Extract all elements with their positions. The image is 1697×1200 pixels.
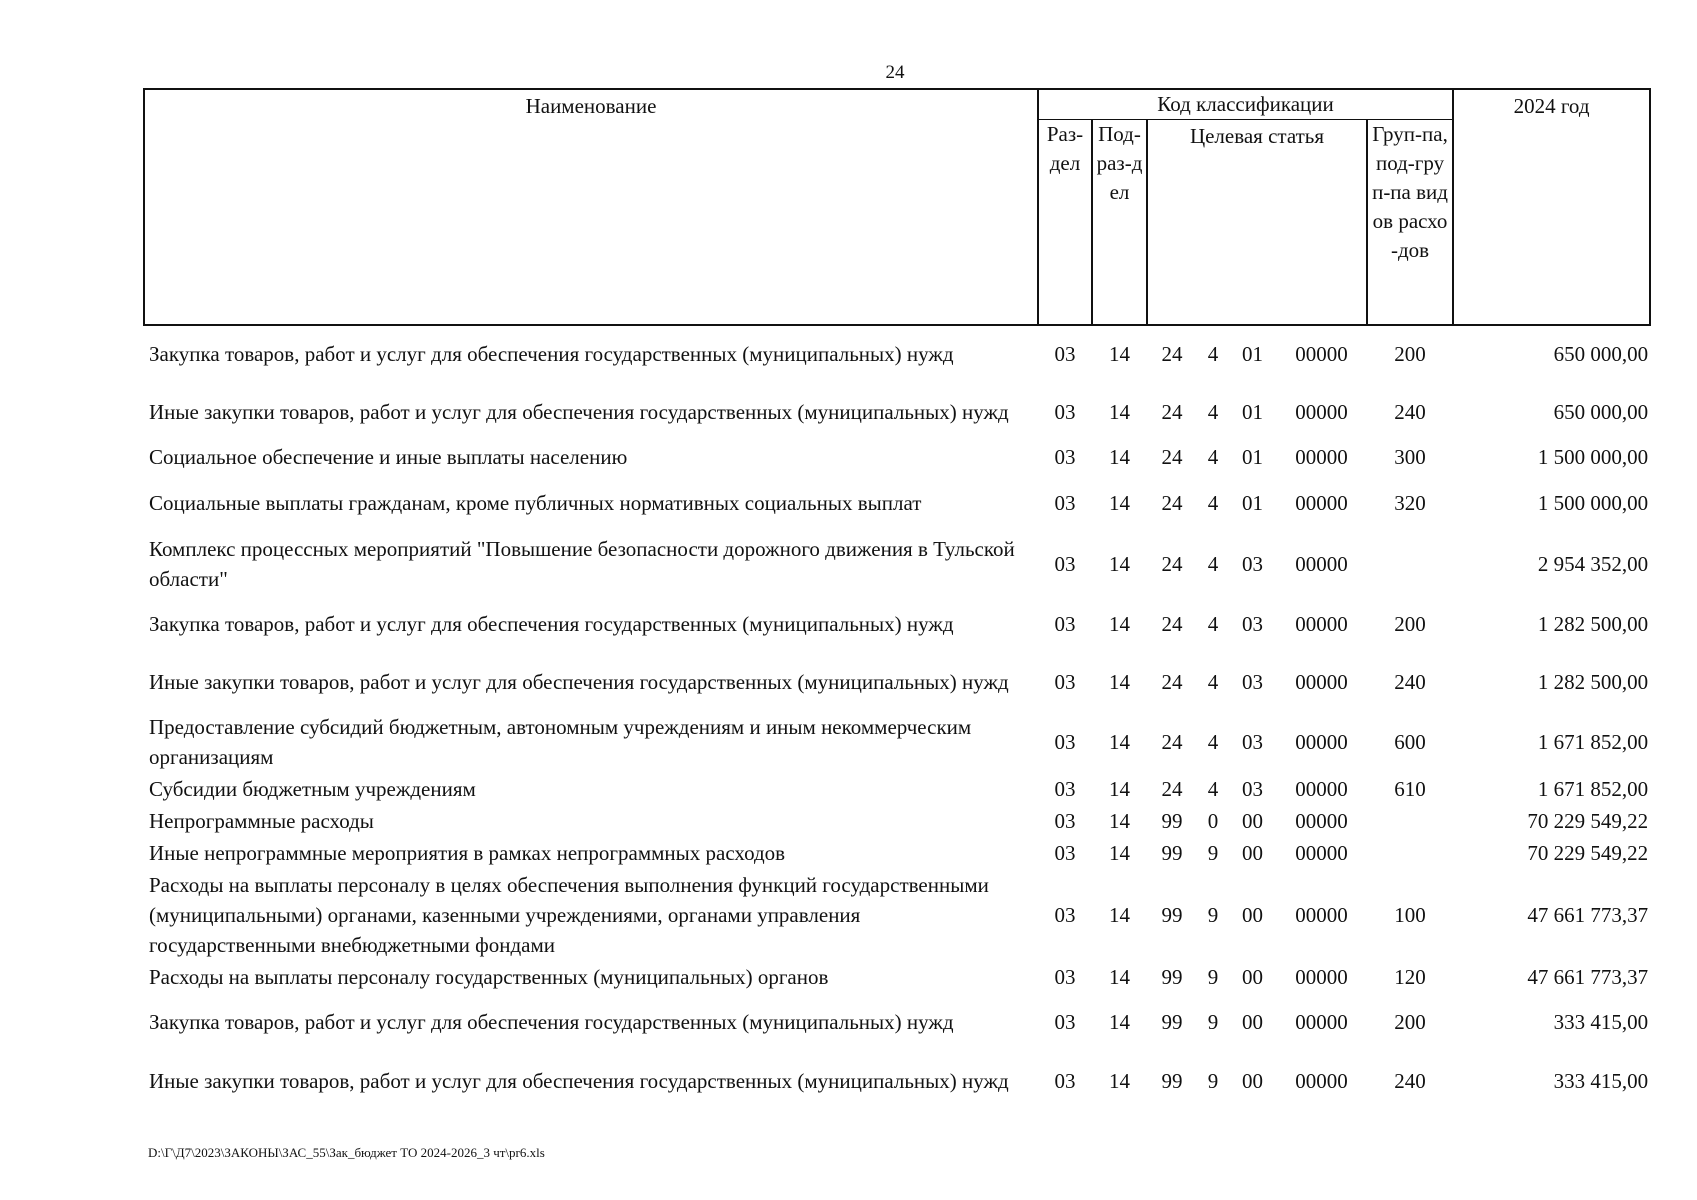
row-target-program: 24 bbox=[1161, 729, 1183, 754]
row-target-program: 24 bbox=[1161, 490, 1183, 515]
row-target-program: 24 bbox=[1161, 669, 1183, 694]
row-target-direction: 00000 bbox=[1295, 1009, 1348, 1034]
row-expense-group: 200 bbox=[1394, 611, 1426, 636]
row-target-subprogram: 00 bbox=[1242, 1009, 1263, 1034]
row-target-direction: 00000 bbox=[1295, 964, 1348, 989]
row-target-direction: 00000 bbox=[1295, 669, 1348, 694]
row-target-program: 24 bbox=[1161, 444, 1183, 469]
row-target-type: 9 bbox=[1207, 1068, 1219, 1093]
budget-table bbox=[143, 88, 1651, 1111]
row-podrazdel: 14 bbox=[1109, 342, 1130, 366]
row-target-type: 4 bbox=[1207, 551, 1219, 576]
row-target-direction: 00000 bbox=[1295, 1068, 1348, 1093]
row-target-program: 99 bbox=[1161, 1068, 1183, 1093]
row-podrazdel: 14 bbox=[1109, 551, 1130, 576]
row-name: Иные закупки товаров, работ и услуг для обеспечения государственных (муниципальных) нужд bbox=[149, 1068, 1009, 1093]
row-razdel: 03 bbox=[1054, 729, 1076, 754]
row-target-subprogram: 00 bbox=[1242, 1068, 1263, 1093]
row-target-program: 99 bbox=[1161, 902, 1183, 927]
row-expense-group bbox=[1367, 805, 1453, 837]
table-row bbox=[144, 961, 1650, 993]
row-target-program: 24 bbox=[1161, 551, 1183, 576]
row-expense-group: 200 bbox=[1394, 1009, 1426, 1034]
table-row bbox=[144, 325, 1650, 383]
table-row bbox=[144, 837, 1650, 869]
table-row bbox=[144, 805, 1650, 837]
row-target-type: 4 bbox=[1207, 399, 1219, 424]
row-target-type: 4 bbox=[1207, 342, 1219, 366]
row-expense-group: 320 bbox=[1394, 490, 1426, 515]
header-group: Груп-па, под-груп-па видов расхо-дов bbox=[1367, 120, 1453, 325]
table-header bbox=[144, 89, 1650, 325]
row-target-program: 24 bbox=[1161, 399, 1183, 424]
table-row bbox=[144, 441, 1650, 473]
row-amount: 1 282 500,00 bbox=[1537, 611, 1649, 636]
row-name: Предоставление субсидий бюджетным, автономным учреждениям и иным некоммерческим организациям bbox=[149, 714, 972, 769]
row-target-subprogram: 00 bbox=[1242, 964, 1263, 989]
row-target-type: 4 bbox=[1207, 490, 1219, 515]
row-target-type: 9 bbox=[1207, 1009, 1219, 1034]
row-name: Иные закупки товаров, работ и услуг для обеспечения государственных (муниципальных) нужд bbox=[149, 669, 1009, 694]
row-amount: 1 282 500,00 bbox=[1537, 669, 1649, 694]
row-amount: 1 671 852,00 bbox=[1537, 776, 1649, 801]
row-target-direction: 00000 bbox=[1295, 776, 1348, 801]
row-razdel: 03 bbox=[1054, 399, 1076, 424]
row-name: Закупка товаров, работ и услуг для обеспечения государственных (муниципальных) нужд bbox=[149, 1009, 954, 1034]
row-name: Расходы на выплаты персоналу государственных (муниципальных) органов bbox=[149, 964, 829, 989]
row-podrazdel: 14 bbox=[1109, 964, 1130, 989]
table-row bbox=[144, 773, 1650, 805]
row-target-program: 24 bbox=[1161, 342, 1183, 366]
row-razdel: 03 bbox=[1054, 669, 1076, 694]
row-target-type: 4 bbox=[1207, 729, 1219, 754]
row-target-subprogram: 00 bbox=[1242, 840, 1263, 865]
row-target-direction: 00000 bbox=[1295, 444, 1348, 469]
row-podrazdel: 14 bbox=[1109, 776, 1130, 801]
row-target-direction: 00000 bbox=[1295, 342, 1348, 366]
row-target-program: 99 bbox=[1161, 808, 1183, 833]
row-expense-group: 300 bbox=[1394, 444, 1426, 469]
row-target-type: 4 bbox=[1207, 611, 1219, 636]
row-podrazdel: 14 bbox=[1109, 1009, 1130, 1034]
row-target-type: 4 bbox=[1207, 776, 1219, 801]
row-target-program: 99 bbox=[1161, 1009, 1183, 1034]
table-body bbox=[144, 325, 1650, 1111]
row-razdel: 03 bbox=[1054, 444, 1076, 469]
row-name: Комплекс процессных мероприятий "Повышение безопасности дорожного движения в Тульской области" bbox=[149, 536, 1015, 591]
row-podrazdel: 14 bbox=[1109, 444, 1130, 469]
table-row bbox=[144, 993, 1650, 1051]
row-amount: 333 415,00 bbox=[1553, 1068, 1649, 1093]
row-target-program: 99 bbox=[1161, 964, 1183, 989]
header-year: 2024 год bbox=[1453, 89, 1650, 325]
row-target-subprogram: 01 bbox=[1242, 399, 1263, 424]
row-razdel: 03 bbox=[1054, 342, 1076, 366]
row-razdel: 03 bbox=[1054, 611, 1076, 636]
table-row bbox=[144, 653, 1650, 711]
row-target-subprogram: 01 bbox=[1242, 490, 1263, 515]
row-name: Социальные выплаты гражданам, кроме публичных нормативных социальных выплат bbox=[149, 490, 922, 515]
row-target-direction: 00000 bbox=[1295, 902, 1348, 927]
row-target-program: 99 bbox=[1161, 840, 1183, 865]
row-target-subprogram: 03 bbox=[1242, 776, 1263, 801]
row-razdel: 03 bbox=[1054, 776, 1076, 801]
footer-file-path: D:\Г\Д7\2023\ЗАКОНЫ\ЗАС_55\Зак_бюджет ТО 2024-2026_3 чт\pr6.xls bbox=[148, 1145, 545, 1160]
row-expense-group: 200 bbox=[1394, 342, 1426, 366]
row-name: Иные непрограммные мероприятия в рамках непрограммных расходов bbox=[149, 840, 786, 865]
row-razdel: 03 bbox=[1054, 964, 1076, 989]
row-target-direction: 00000 bbox=[1295, 490, 1348, 515]
row-target-subprogram: 01 bbox=[1242, 342, 1263, 366]
table-row bbox=[144, 533, 1650, 595]
row-name: Социальное обеспечение и иные выплаты населению bbox=[149, 444, 628, 469]
row-amount: 650 000,00 bbox=[1553, 399, 1649, 424]
row-podrazdel: 14 bbox=[1109, 490, 1130, 515]
row-expense-group: 610 bbox=[1394, 776, 1426, 801]
row-expense-group: 100 bbox=[1394, 902, 1426, 927]
row-expense-group: 240 bbox=[1394, 669, 1426, 694]
table-row bbox=[144, 711, 1650, 773]
row-name: Непрограммные расходы bbox=[149, 808, 374, 833]
row-podrazdel: 14 bbox=[1109, 840, 1130, 865]
row-amount: 70 229 549,22 bbox=[1527, 840, 1649, 865]
row-amount: 1 500 000,00 bbox=[1537, 444, 1649, 469]
row-target-subprogram: 03 bbox=[1242, 729, 1263, 754]
row-amount: 1 671 852,00 bbox=[1537, 729, 1649, 754]
row-name: Иные закупки товаров, работ и услуг для обеспечения государственных (муниципальных) нужд bbox=[149, 399, 1009, 424]
row-target-direction: 00000 bbox=[1295, 729, 1348, 754]
row-target-direction: 00000 bbox=[1295, 399, 1348, 424]
row-target-program: 24 bbox=[1161, 776, 1183, 801]
header-razdel: Раз-дел bbox=[1038, 120, 1092, 325]
row-razdel: 03 bbox=[1054, 1009, 1076, 1034]
row-expense-group: 600 bbox=[1394, 729, 1426, 754]
row-target-direction: 00000 bbox=[1295, 551, 1348, 576]
row-target-type: 0 bbox=[1207, 808, 1219, 833]
row-name: Закупка товаров, работ и услуг для обеспечения государственных (муниципальных) нужд bbox=[149, 342, 954, 366]
row-target-direction: 00000 bbox=[1295, 840, 1348, 865]
row-amount: 47 661 773,37 bbox=[1527, 964, 1649, 989]
row-expense-group: 240 bbox=[1394, 399, 1426, 424]
row-target-type: 4 bbox=[1207, 444, 1219, 469]
row-amount: 70 229 549,22 bbox=[1527, 808, 1649, 833]
row-target-subprogram: 03 bbox=[1242, 551, 1263, 576]
row-name: Расходы на выплаты персоналу в целях обеспечения выполнения функций государственными (муниципальными) органами, казенными учреждениями, органами управления государственными внебюджетными фондами bbox=[149, 872, 989, 957]
row-razdel: 03 bbox=[1054, 840, 1076, 865]
row-target-subprogram: 00 bbox=[1242, 902, 1263, 927]
row-amount: 47 661 773,37 bbox=[1527, 902, 1649, 927]
header-name: Наименование bbox=[144, 89, 1038, 325]
row-razdel: 03 bbox=[1054, 1068, 1076, 1093]
row-amount: 650 000,00 bbox=[1553, 342, 1649, 366]
row-podrazdel: 14 bbox=[1109, 399, 1130, 424]
row-expense-group bbox=[1367, 533, 1453, 595]
row-podrazdel: 14 bbox=[1109, 902, 1130, 927]
row-razdel: 03 bbox=[1054, 902, 1076, 927]
row-amount: 333 415,00 bbox=[1553, 1009, 1649, 1034]
row-razdel: 03 bbox=[1054, 551, 1076, 576]
row-target-type: 4 bbox=[1207, 669, 1219, 694]
row-amount: 2 954 352,00 bbox=[1537, 551, 1649, 576]
row-razdel: 03 bbox=[1054, 490, 1076, 515]
row-target-subprogram: 01 bbox=[1242, 444, 1263, 469]
row-target-type: 9 bbox=[1207, 964, 1219, 989]
row-name: Субсидии бюджетным учреждениям bbox=[149, 776, 476, 801]
row-podrazdel: 14 bbox=[1109, 611, 1130, 636]
page-number: 24 bbox=[885, 62, 905, 83]
row-name: Закупка товаров, работ и услуг для обеспечения государственных (муниципальных) нужд bbox=[149, 611, 954, 636]
table-row bbox=[144, 473, 1650, 533]
table-row bbox=[144, 1051, 1650, 1111]
row-target-subprogram: 03 bbox=[1242, 669, 1263, 694]
table-row bbox=[144, 869, 1650, 961]
row-expense-group: 240 bbox=[1394, 1068, 1426, 1093]
table-row bbox=[144, 595, 1650, 653]
table-row bbox=[144, 383, 1650, 441]
row-amount: 1 500 000,00 bbox=[1537, 490, 1649, 515]
row-podrazdel: 14 bbox=[1109, 669, 1130, 694]
row-target-type: 9 bbox=[1207, 840, 1219, 865]
header-podrazdel: Под-раз-дел bbox=[1092, 120, 1147, 325]
header-code-group: Код классификации bbox=[1038, 89, 1453, 120]
row-podrazdel: 14 bbox=[1109, 729, 1130, 754]
row-target-program: 24 bbox=[1161, 611, 1183, 636]
row-expense-group: 120 bbox=[1394, 964, 1426, 989]
row-razdel: 03 bbox=[1054, 808, 1076, 833]
row-target-type: 9 bbox=[1207, 902, 1219, 927]
row-expense-group bbox=[1367, 837, 1453, 869]
row-target-subprogram: 03 bbox=[1242, 611, 1263, 636]
row-target-direction: 00000 bbox=[1295, 808, 1348, 833]
row-target-subprogram: 00 bbox=[1242, 808, 1263, 833]
row-target-direction: 00000 bbox=[1295, 611, 1348, 636]
row-podrazdel: 14 bbox=[1109, 1068, 1130, 1093]
budget-table-container bbox=[143, 88, 1649, 1111]
row-podrazdel: 14 bbox=[1109, 808, 1130, 833]
header-target: Целевая статья bbox=[1147, 120, 1367, 325]
